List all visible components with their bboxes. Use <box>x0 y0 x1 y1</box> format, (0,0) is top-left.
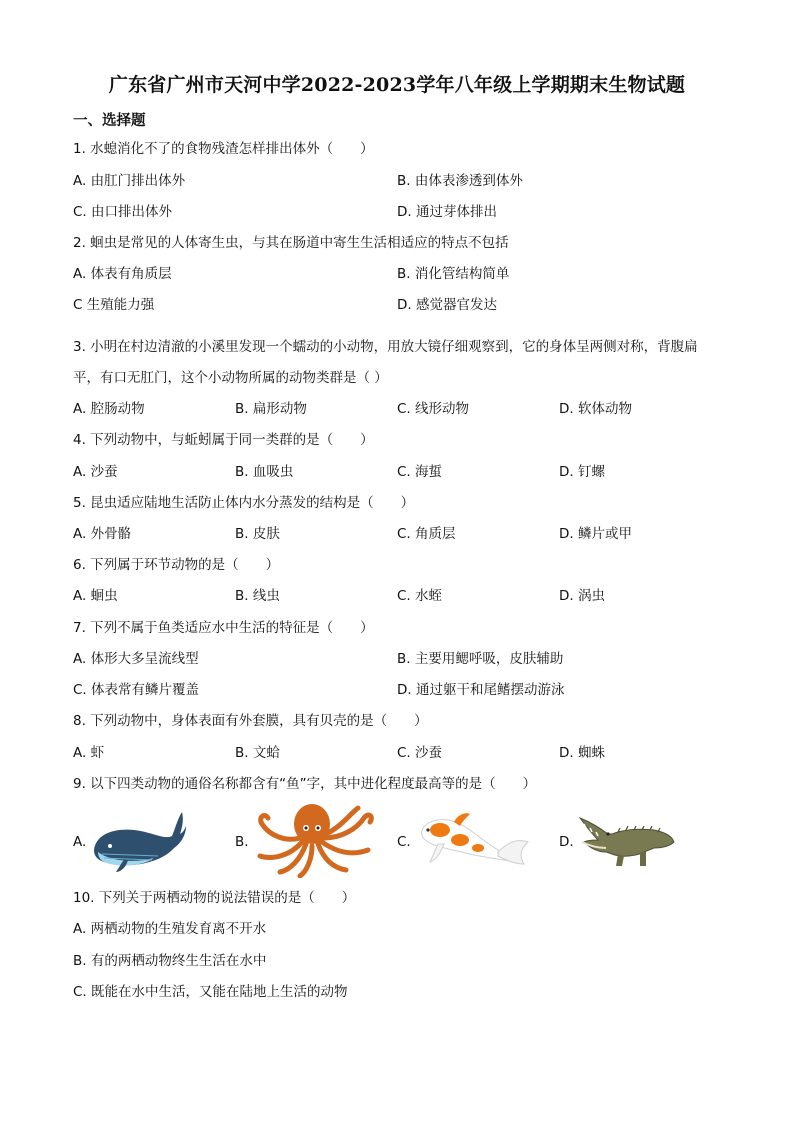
q3-option-c[interactable]: C. 线形动物 <box>397 401 470 417</box>
q3-option-a[interactable]: A. 腔肠动物 <box>73 401 145 417</box>
q8-option-a[interactable]: A. 虾 <box>73 745 105 761</box>
q9-option-c[interactable]: C. <box>397 834 411 850</box>
q8-option-b[interactable]: B. 文蛤 <box>235 745 280 761</box>
q1-option-c[interactable]: C. 由口排出体外 <box>73 204 173 220</box>
q6-option-b[interactable]: B. 线虫 <box>235 588 280 604</box>
q5-option-b[interactable]: B. 皮肤 <box>235 526 280 542</box>
q5-option-a[interactable]: A. 外骨骼 <box>73 526 132 542</box>
question-7-stem: 7. 下列不属于鱼类适应水中生活的特征是（ ） <box>73 620 374 636</box>
q7-option-b[interactable]: B. 主要用鳃呼吸，皮肤辅助 <box>397 651 564 667</box>
q3-option-b[interactable]: B. 扁形动物 <box>235 401 307 417</box>
q2-option-d[interactable]: D. 感觉器官发达 <box>397 297 497 313</box>
q7-option-a[interactable]: A. 体形大多呈流线型 <box>73 651 199 667</box>
q1-option-b[interactable]: B. 由体表渗透到体外 <box>397 173 523 189</box>
q9-option-a[interactable]: A. <box>73 834 87 850</box>
q2-option-c[interactable]: C 生殖能力强 <box>73 297 155 313</box>
octopus-icon[interactable] <box>250 802 382 878</box>
section-heading: 一、选择题 <box>73 113 146 129</box>
question-8-stem: 8. 下列动物中，身体表面有外套膜，具有贝壳的是（ ） <box>73 713 428 729</box>
q9-option-b[interactable]: B. <box>235 834 249 850</box>
q8-option-d[interactable]: D. 蜘蛛 <box>559 745 605 761</box>
q5-option-c[interactable]: C. 角质层 <box>397 526 456 542</box>
q10-option-c[interactable]: C. 既能在水中生活，又能在陆地上生活的动物 <box>73 984 348 1000</box>
koi-fish-icon[interactable] <box>414 808 530 874</box>
question-5-stem: 5. 昆虫适应陆地生活防止体内水分蒸发的结构是（ ） <box>73 495 415 511</box>
question-4-stem: 4. 下列动物中，与蚯蚓属于同一类群的是（ ） <box>73 432 374 448</box>
q6-option-a[interactable]: A. 蛔虫 <box>73 588 118 604</box>
q4-option-d[interactable]: D. 钉螺 <box>559 464 605 480</box>
page-title: 广东省广州市天河中学2022-2023学年八年级上学期期末生物试题 <box>108 74 686 96</box>
q1-option-d[interactable]: D. 通过芽体排出 <box>397 204 497 220</box>
q7-option-c[interactable]: C. 体表常有鳞片覆盖 <box>73 682 200 698</box>
q10-option-a[interactable]: A. 两栖动物的生殖发育离不开水 <box>73 921 267 937</box>
q6-option-d[interactable]: D. 涡虫 <box>559 588 605 604</box>
q9-option-d[interactable]: D. <box>559 834 574 850</box>
q6-option-c[interactable]: C. 水蛭 <box>397 588 443 604</box>
crocodile-icon[interactable] <box>578 812 676 870</box>
q5-option-d[interactable]: D. 鳞片或甲 <box>559 526 632 542</box>
q7-option-d[interactable]: D. 通过躯干和尾鳍摆动游泳 <box>397 682 565 698</box>
q1-option-a[interactable]: A. 由肛门排出体外 <box>73 173 186 189</box>
whale-icon[interactable] <box>88 806 186 874</box>
q10-option-b[interactable]: B. 有的两栖动物终生生活在水中 <box>73 953 267 969</box>
question-3-stem-line-1: 3. 小明在村边清澈的小溪里发现一个蠕动的小动物，用放大镜仔细观察到，它的身体呈两侧对称，背腹扁 <box>73 339 698 355</box>
q8-option-c[interactable]: C. 沙蚕 <box>397 745 443 761</box>
q4-option-c[interactable]: C. 海蜇 <box>397 464 443 480</box>
question-1-stem: 1. 水螅消化不了的食物残渣怎样排出体外（ ） <box>73 141 374 157</box>
question-3-stem-line-2: 平，有口无肛门，这个小动物所属的动物类群是（ ） <box>73 370 388 386</box>
question-6-stem: 6. 下列属于环节动物的是（ ） <box>73 557 280 573</box>
q2-option-b[interactable]: B. 消化管结构简单 <box>397 266 510 282</box>
q4-option-b[interactable]: B. 血吸虫 <box>235 464 294 480</box>
question-10-stem: 10. 下列关于两栖动物的说法错误的是（ ） <box>73 890 356 906</box>
q3-option-d[interactable]: D. 软体动物 <box>559 401 632 417</box>
question-9-stem: 9. 以下四类动物的通俗名称都含有“鱼”字，其中进化程度最高等的是（ ） <box>73 776 537 792</box>
q2-option-a[interactable]: A. 体表有角质层 <box>73 266 172 282</box>
q4-option-a[interactable]: A. 沙蚕 <box>73 464 118 480</box>
question-2-stem: 2. 蛔虫是常见的人体寄生虫，与其在肠道中寄生生活相适应的特点不包括 <box>73 235 509 251</box>
